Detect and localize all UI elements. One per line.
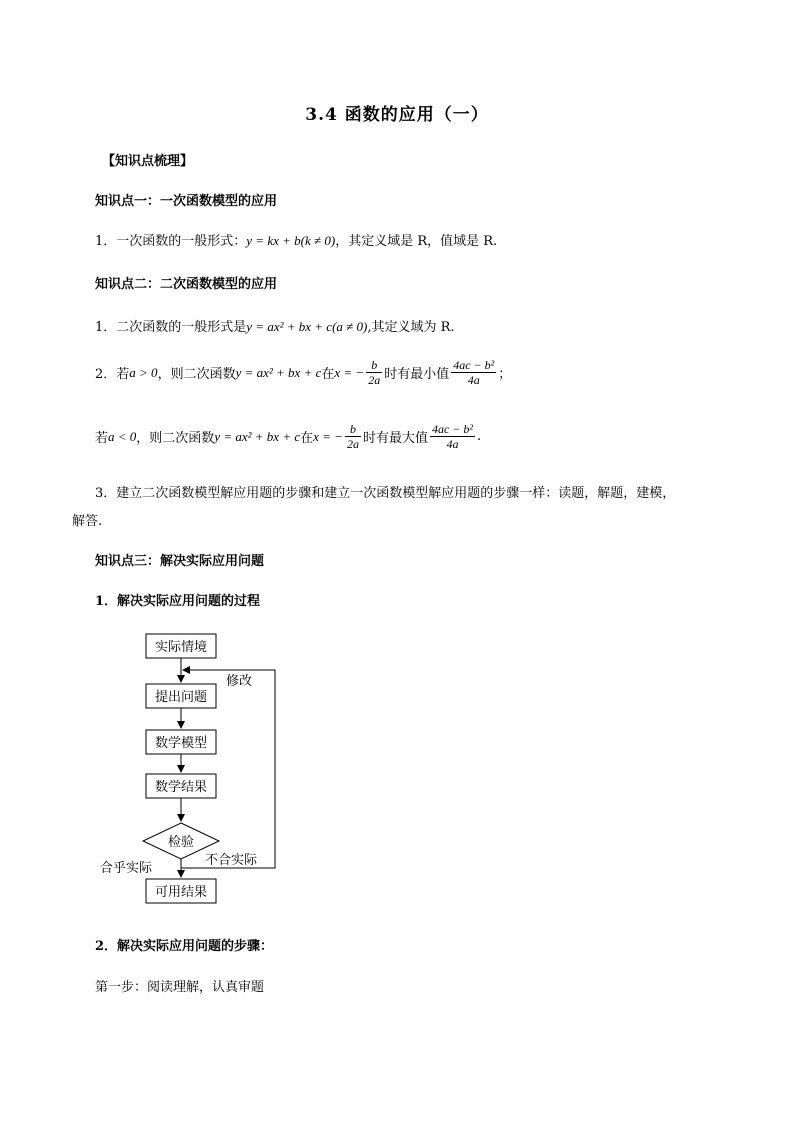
fraction-numerator: b — [366, 358, 382, 373]
kp2-item1-formula: y = ax² + bx + c(a ≠ 0) — [246, 319, 368, 334]
fraction-numerator: b — [345, 422, 361, 437]
fraction-denominator: 4a — [467, 373, 480, 387]
kp1-item1-formula: y = kx + b(k ≠ 0) — [246, 233, 336, 248]
kp2-item2b-end: . — [477, 429, 482, 444]
kp2-item1-suffix: ,其定义域为 R. — [367, 320, 455, 335]
kp2-item2-prefix: 2．若 — [95, 367, 130, 382]
fraction-denominator: 2a — [346, 437, 359, 451]
fraction-numerator: 4ac − b² — [431, 422, 473, 436]
kp2-item2b-x-eq: x = − — [313, 428, 343, 444]
fraction-denominator: 4a — [446, 437, 459, 451]
kp2-item2-mid1: ，则二次函数 — [157, 367, 236, 382]
kp2-item2b-prefix: 若 — [95, 431, 109, 446]
kp3-sub2: 2．解决实际应用问题的步骤： — [95, 939, 274, 954]
kp3-sub1: 1．解决实际应用问题的过程 — [95, 594, 261, 609]
kp2-heading: 知识点二：二次函数模型的应用 — [95, 277, 278, 292]
kp2-item2-at: 在 — [321, 367, 335, 382]
fraction-numerator: 4ac − b² — [453, 358, 495, 372]
kp2-item2-mid2: 时有最小值 — [384, 367, 450, 382]
box3-text: 数学模型 — [154, 736, 208, 751]
kp2-item2-cond: a > 0 — [129, 364, 158, 380]
kp1-heading: 知识点一：一次函数模型的应用 — [95, 194, 278, 209]
kp1-item1-prefix: 1．一次函数的一般形式： — [95, 234, 247, 249]
label-fit: 合乎实际 — [100, 861, 153, 876]
fraction-denominator: 2a — [368, 373, 381, 387]
kp2-item2b-mid2: 时有最大值 — [362, 431, 428, 446]
page-title: 3.4 函数的应用（一） — [305, 105, 489, 125]
box5-text: 可用结果 — [154, 885, 208, 900]
kp2-item2-end: ； — [498, 367, 512, 382]
kp2-item2b-mid1: ，则二次函数 — [136, 431, 215, 446]
kp3-heading: 知识点三：解决实际应用问题 — [95, 554, 265, 569]
kp3-step1: 第一步：阅读理解，认真审题 — [95, 980, 265, 995]
box4-text: 数学结果 — [154, 780, 208, 795]
box1-text: 实际情境 — [154, 640, 208, 655]
kp2-item2-x-eq: x = − — [334, 364, 365, 380]
kp2-item3-line1: 3．建立二次函数模型解应用题的步骤和建立一次函数模型解应用题的步骤一样：读题，解题，建模， — [95, 486, 676, 501]
box2-text: 提出问题 — [154, 690, 208, 705]
label-revise: 修改 — [226, 674, 253, 689]
kp2-item3-line2: 解答. — [72, 514, 103, 529]
kp2-item2-func: y = ax² + bx + c — [235, 364, 322, 380]
kp2-item2b-cond: a < 0 — [108, 428, 137, 444]
kp2-item2b-at: 在 — [300, 431, 314, 446]
diamond-text: 检验 — [167, 835, 195, 850]
kp1-item1-suffix: ，其定义域是 R，值域是 R. — [335, 234, 498, 249]
section-header: 【知识点梳理】 — [102, 154, 194, 169]
kp2-item2b-func: y = ax² + bx + c — [214, 428, 301, 444]
kp2-item1-prefix: 1．二次函数的一般形式是 — [95, 320, 247, 335]
label-unfit: 不合实际 — [205, 853, 258, 868]
